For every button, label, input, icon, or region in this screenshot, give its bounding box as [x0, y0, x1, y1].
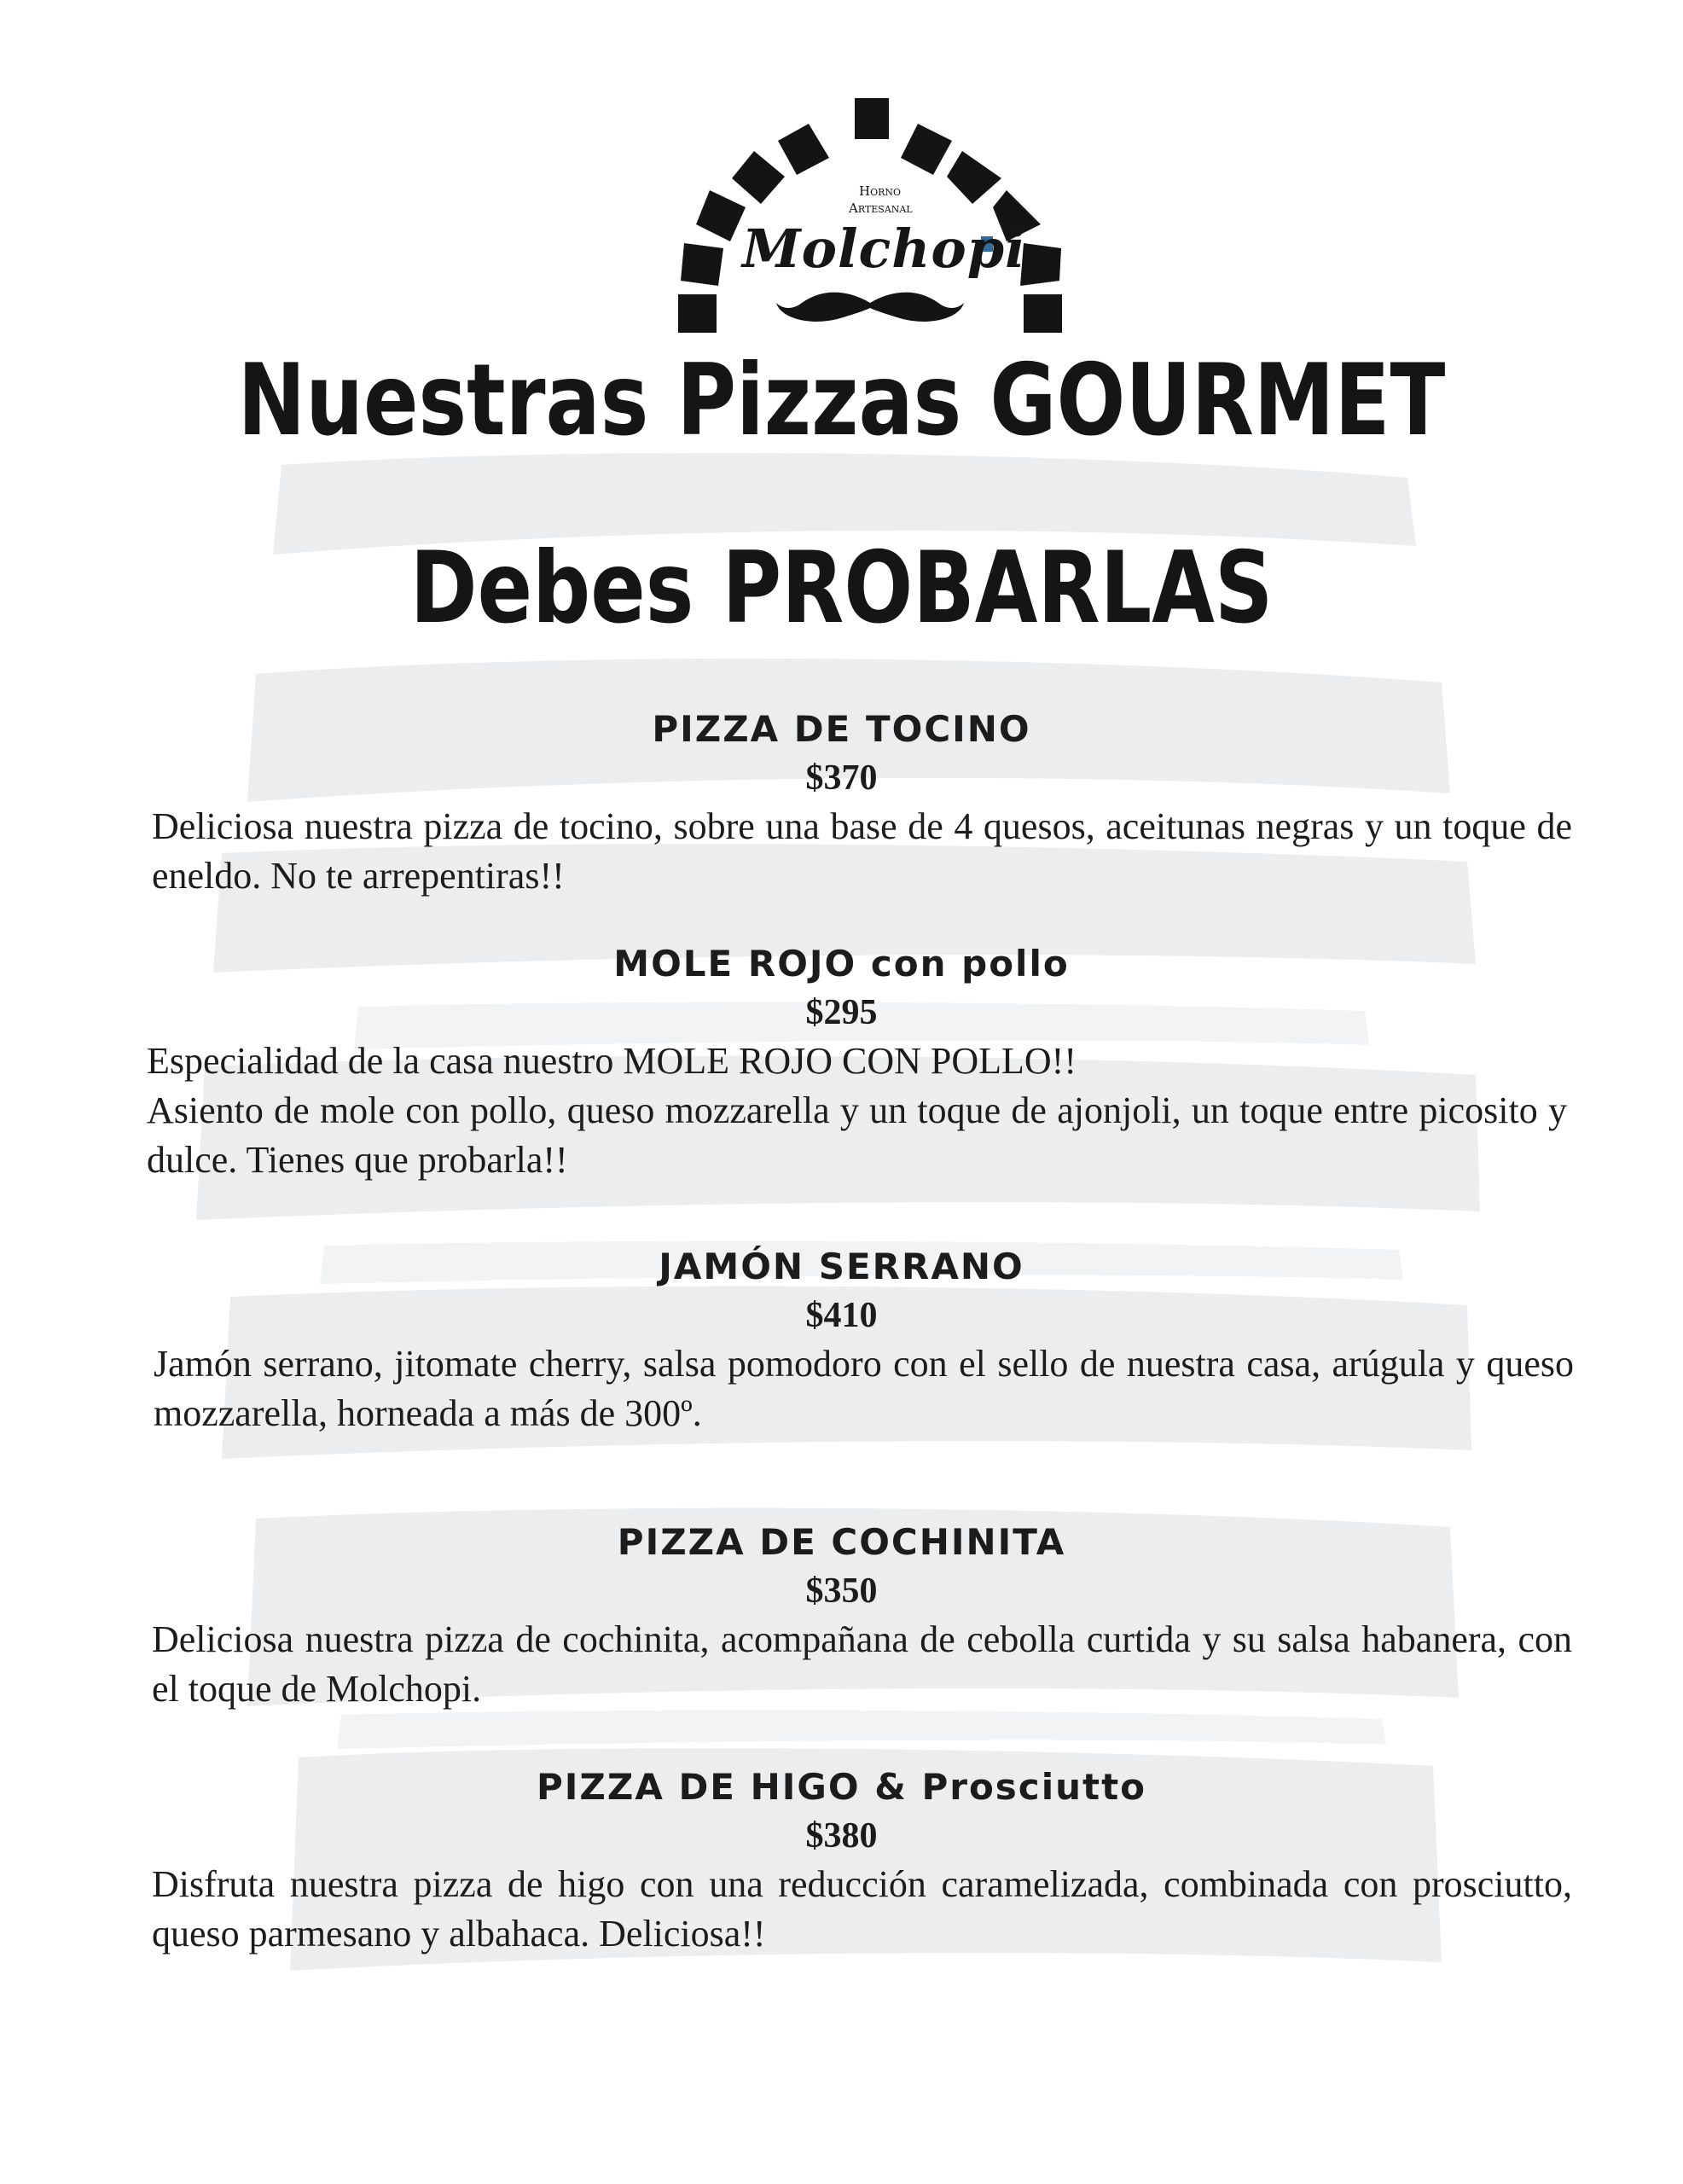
logo-artesanal-text: Artesanal [849, 200, 913, 216]
menu-item-jamon-serrano [0, 1246, 1683, 1438]
logo-brand-name: Molchopi [742, 218, 1026, 280]
menu-item-tocino [0, 708, 1683, 901]
item-description: Jamón serrano, jitomate cherry, salsa pomodoro con el sello de nuestra casa, arúgula y queso mozzarella, horneada a más de 300º. [154, 1343, 1574, 1434]
item-price: $350 [805, 1571, 878, 1611]
item-name: JAMÓN SERRANO [659, 1246, 1024, 1287]
item-price: $410 [805, 1296, 878, 1335]
menu-item-cochinita [0, 1521, 1683, 1714]
item-description: Disfruta nuestra pizza de higo con una reducción caramelizada, combinada con prosciutto, queso parmesano y albahaca. Deliciosa!! [152, 1863, 1572, 1955]
logo-horno-text: Horno [859, 183, 902, 199]
item-description: Asiento de mole con pollo, queso mozzarella y un toque de ajonjoli, un toque entre picosito y dulce. Tienes que probarla!! [147, 1089, 1567, 1181]
item-name: PIZZA DE COCHINITA [617, 1521, 1066, 1563]
menu-item-higo-prosciutto [0, 1766, 1683, 1959]
item-description-line: Especialidad de la casa nuestro MOLE ROJO CON POLLO!! [147, 1040, 1077, 1082]
item-name: PIZZA DE HIGO & Prosciutto [537, 1766, 1146, 1808]
molchopi-logo [665, 90, 1075, 346]
item-price: $370 [805, 758, 878, 798]
page-subtitle: Debes PROBARLAS [409, 531, 1274, 646]
menu-item-mole [0, 943, 1683, 1185]
item-price: $380 [805, 1816, 878, 1856]
item-description: Deliciosa nuestra pizza de tocino, sobre una base de 4 quesos, aceitunas negras y un toque de eneldo. No te arrepentiras!! [152, 805, 1572, 897]
item-description: Deliciosa nuestra pizza de cochinita, acompañana de cebolla curtida y su salsa habanera, con el toque de Molchopi. [152, 1618, 1572, 1710]
item-name: PIZZA DE TOCINO [652, 708, 1031, 750]
item-price: $295 [805, 993, 878, 1032]
item-name: MOLE ROJO con pollo [613, 943, 1070, 985]
page-title: Nuestras Pizzas GOURMET [237, 343, 1446, 458]
mustache-icon [776, 293, 964, 322]
